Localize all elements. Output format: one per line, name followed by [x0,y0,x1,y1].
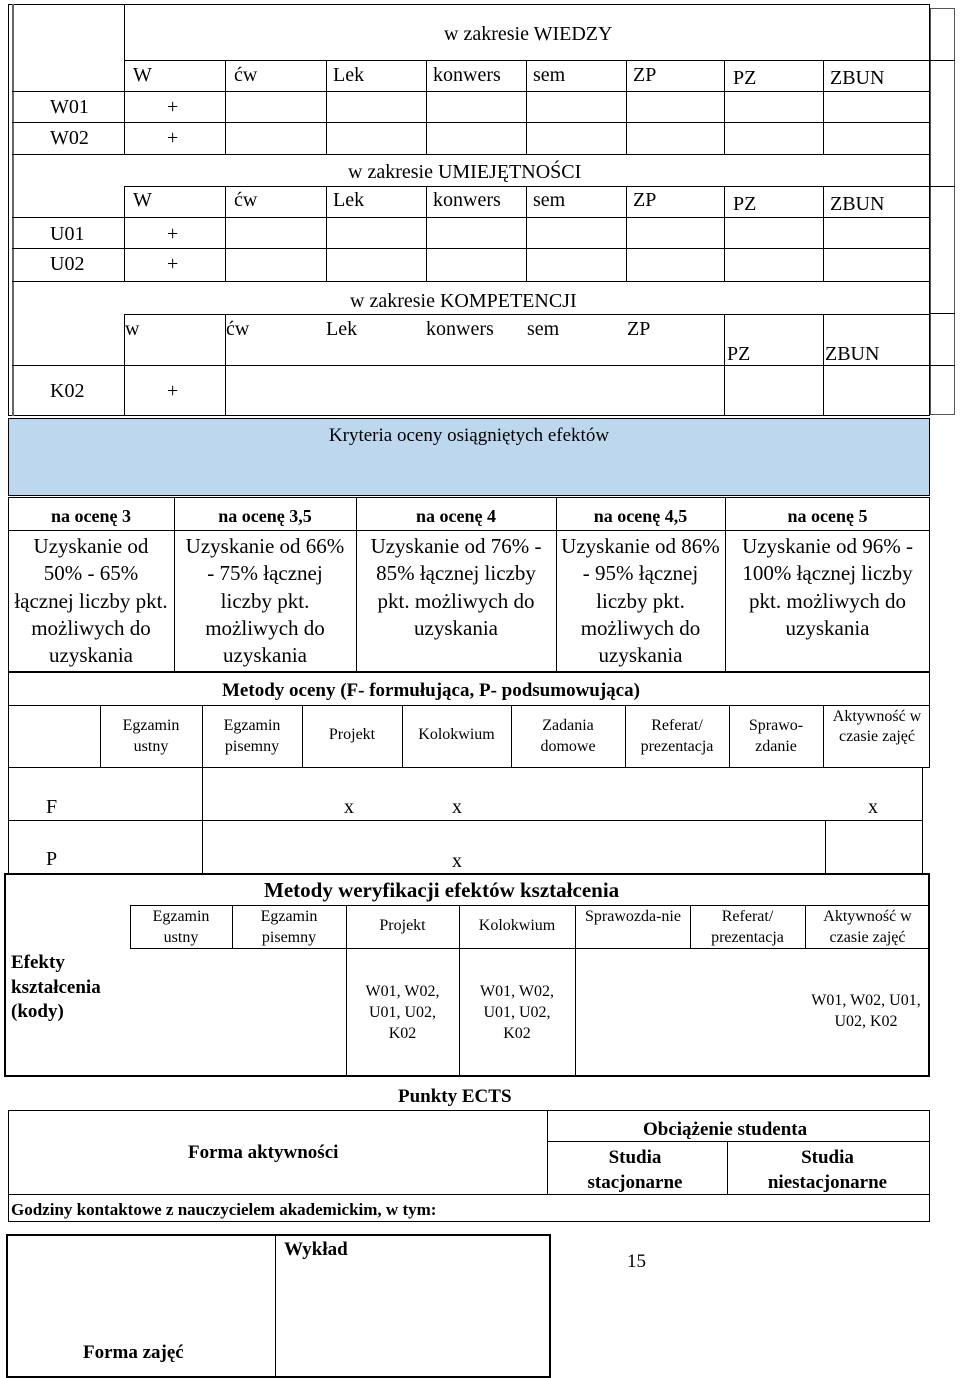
divider [124,186,930,187]
divider [12,281,930,282]
divider [100,705,101,768]
kompetencje-col-konwers: konwers [426,318,494,340]
weryf-aktywnosc-value: W01, W02, U01, U02, K02 [811,992,921,1030]
ocena-f-projekt-mark: x [344,796,354,818]
ocena-col-egzamin-pisemny: Egzamin pisemny [223,717,281,755]
divider [124,60,930,61]
divider [727,1141,728,1194]
umiejetnosci-col-konwers: konwers [433,189,501,211]
kompetencje-col-pz: PZ [727,343,751,365]
grade-3-5-desc: Uzyskanie od 66% - 75% łącznej liczby pkt. możliwych do uzyskania [185,534,345,668]
divider [547,1110,548,1194]
divider [575,905,576,1077]
divider [124,60,125,154]
divider [275,1234,276,1378]
wiedza-col-konwers: konwers [433,64,501,86]
ocena-col-projekt: Projekt [328,726,376,743]
ocena-p-kolokwium-mark: x [452,850,462,872]
studia-stacjonarne-label: Studia stacjonarne [587,1147,683,1193]
divider [124,314,930,315]
weryf-col-kolokwium: Kolokwium [478,917,556,934]
divider [426,60,427,154]
divider [625,705,626,768]
divider [823,60,824,154]
grade-3: na ocenę 3 [51,506,131,526]
obciazenie-studenta-label: Obciążenie studenta [643,1119,808,1140]
kryteria-header [8,418,930,496]
forma-zajec-label: Forma zajęć [83,1342,184,1363]
frame-edge [12,4,14,416]
umiejetnosci-row-mark: + [167,253,179,275]
divider [12,248,930,249]
divider [225,186,226,281]
divider [823,705,824,768]
umiejetnosci-col-w: W [133,189,152,211]
ocena-col-sprawozdanie: Sprawo-zdanie [748,717,804,755]
ocena-col-kolokwium: Kolokwium [418,726,495,743]
ocena-f-kolokwium-mark: x [452,796,462,818]
umiejetnosci-title: w zakresie UMIEJĘTNOŚCI [348,161,582,183]
divider [526,60,527,154]
forma-aktywnosci-label: Forma aktywności [188,1142,339,1163]
divider [511,705,512,768]
divider [823,186,824,281]
section-frame [4,873,930,1077]
wyklad-label: Wykład [284,1239,348,1260]
divider [930,60,955,61]
divider [729,705,730,768]
divider [12,365,930,366]
kompetencje-title: w zakresie KOMPETENCJI [350,290,577,312]
divider [8,705,930,706]
umiejetnosci-row-code: U01 [50,223,85,245]
ocena-col-zadania-domowe: Zadania domowe [540,717,596,755]
divider [922,768,923,873]
umiejetnosci-col-zp: ZP [633,189,657,211]
divider [426,186,427,281]
ocena-col-aktywnosc: Aktywność w czasie zajęć [832,708,922,745]
divider [326,60,327,154]
divider [12,217,930,218]
studia-niestacjonarne-label: Studia niestacjonarne [767,1147,888,1193]
grade-5-desc: Uzyskanie od 96% - 100% łącznej liczby pkt. możliwych do uzyskania [742,534,913,640]
kompetencje-col-cw: ćw [226,318,250,340]
wiedza-col-lek: Lek [333,64,365,86]
wiedza-row-code: W02 [50,127,89,149]
umiejetnosci-col-zbun: ZBUN [830,193,885,215]
kompetencje-col-zbun: ZBUN [825,343,880,365]
weryf-projekt-value: W01, W02, U01, U02, K02 [365,983,440,1042]
divider [124,186,125,281]
wiedza-row-mark: + [167,96,179,118]
weryf-col-sprawozdanie: Sprawozda-nie [585,908,681,925]
divider [724,186,725,281]
ocena-row-p-label: P [46,848,58,870]
kompetencje-col-sem: sem [527,318,560,340]
grade-4-desc: Uzyskanie od 76% - 85% łącznej liczby pkt. możliwych do uzyskania [370,534,542,640]
metody-weryfikacji-title: Metody weryfikacji efektów kształcenia [264,878,620,902]
ects-title: Punkty ECTS [398,1086,512,1107]
wiedza-col-zbun: ZBUN [830,67,885,89]
grade-3-5: na ocenę 3,5 [218,506,312,526]
divider [124,314,125,416]
divider [526,186,527,281]
divider [232,905,233,948]
kompetencje-row-code: K02 [50,380,85,402]
grade-4-5: na ocenę 4,5 [593,506,688,526]
umiejetnosci-col-pz: PZ [733,193,757,215]
divider [124,4,125,60]
divider [326,186,327,281]
wiedza-col-w: W [133,64,152,86]
umiejetnosci-col-lek: Lek [333,189,365,211]
ocena-col-referat: Referat/ prezentacja [640,717,714,755]
divider [8,820,922,821]
ocena-f-aktywnosc-mark: x [868,796,878,818]
kompetencje-col-lek: Lek [326,318,358,340]
divider [626,60,627,154]
divider [823,314,824,416]
wiedza-row-code: W01 [50,96,89,118]
divider [8,768,9,873]
umiejetnosci-row-mark: + [167,223,179,245]
divider [12,91,930,92]
divider [202,768,203,873]
weryf-col-egzamin-pisemny: Egzamin pisemny [260,908,318,946]
divider [130,905,930,906]
divider [930,313,955,314]
divider [805,905,806,948]
weryf-col-egzamin-ustny: Egzamin ustny [152,908,210,946]
divider [825,820,826,873]
divider [202,705,203,768]
efekty-ksztalcenia-label: Efekty kształcenia (kody) [11,952,101,1023]
right-strip [930,8,955,415]
wyklad-hours: 15 [627,1251,646,1272]
divider [225,60,226,154]
grade-4: na ocenę 4 [416,506,496,526]
kompetencje-col-w: w [125,318,140,340]
divider [930,186,955,187]
wiedza-col-sem: sem [533,64,566,86]
kompetencje-row-mark: + [167,380,179,402]
wiedza-title: w zakresie WIEDZY [444,23,613,45]
weryf-col-aktywnosc: Aktywność w czasie zajęć [823,908,912,946]
weryf-col-projekt: Projekt [379,917,426,934]
metody-oceny-title: Metody oceny (F- formułująca, P- podsumowująca) [222,680,640,701]
divider [12,154,930,155]
kompetencje-col-zp: ZP [627,318,651,340]
ocena-row-f-label: F [46,796,58,818]
godziny-kontaktowe-label: Godziny kontaktowe z nauczycielem akademickim, w tym: [11,1200,437,1219]
grade-3-desc: Uzyskanie od 50% - 65% łącznej liczby pkt. możliwych do uzyskania [14,534,168,668]
divider [690,905,691,948]
divider [626,186,627,281]
grade-5: na ocenę 5 [787,506,868,526]
divider [8,530,930,531]
wiedza-col-cw: ćw [234,64,258,86]
grade-4-5-desc: Uzyskanie od 86% - 95% łącznej liczby pkt. możliwych do uzyskania [561,534,720,668]
kryteria-title: Kryteria oceny osiągniętych efektów [328,425,610,446]
umiejetnosci-col-cw: ćw [234,189,258,211]
umiejetnosci-row-code: U02 [50,253,85,275]
weryf-kolokwium-value: W01, W02, U01, U02, K02 [480,983,554,1042]
divider [547,1141,930,1142]
wiedza-row-mark: + [167,127,179,149]
divider [724,60,725,154]
divider [130,905,131,948]
umiejetnosci-col-sem: sem [533,189,566,211]
wiedza-col-zp: ZP [633,64,657,86]
divider [724,314,725,416]
weryf-col-referat: Referat/ prezentacja [711,908,784,946]
divider [930,365,955,366]
ocena-col-egzamin-ustny: Egzamin ustny [122,717,180,755]
wiedza-col-pz: PZ [733,67,757,89]
divider [225,314,226,416]
divider [12,122,930,123]
